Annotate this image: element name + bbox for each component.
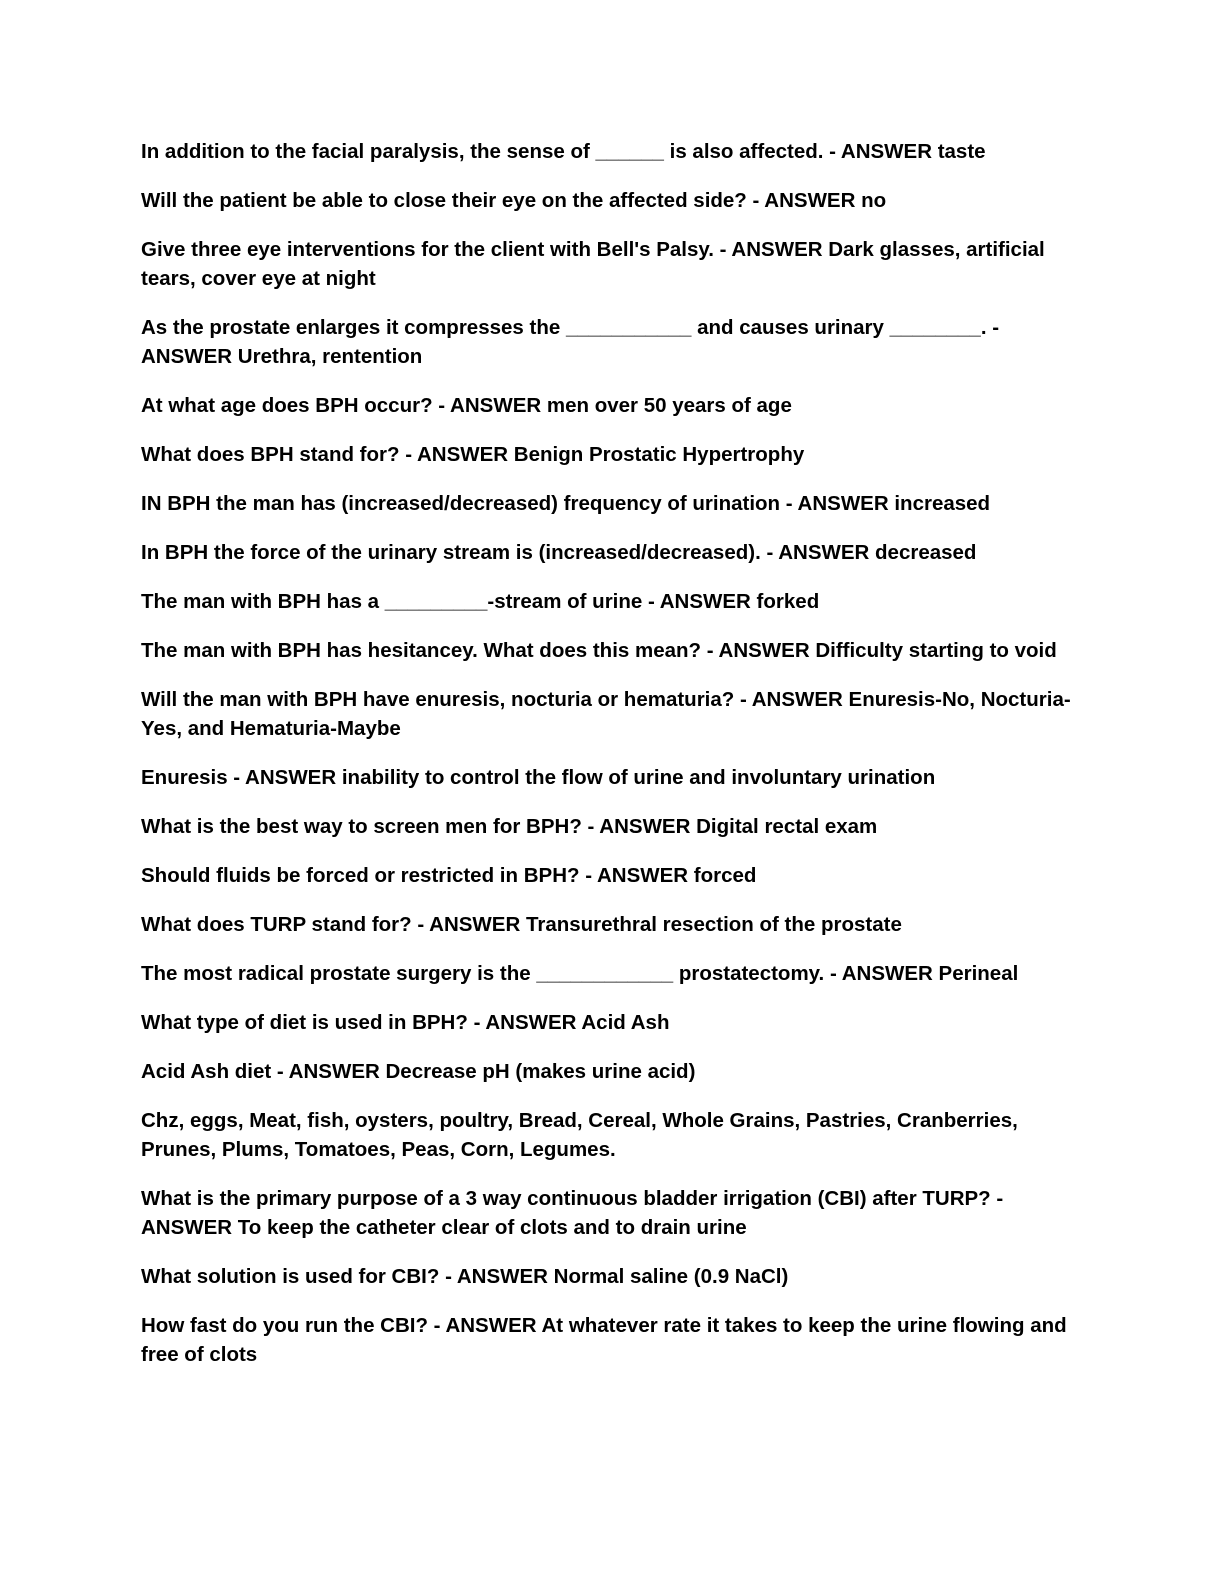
qa-item: As the prostate enlarges it compresses the ___________ and causes urinary ________. - ANSWER Urethra, rentention <box>141 316 1000 368</box>
qa-item: Enuresis - ANSWER inability to control the flow of urine and involuntary urination <box>141 766 936 789</box>
qa-item: What type of diet is used in BPH? - ANSWER Acid Ash <box>141 1011 670 1034</box>
qa-item: What is the primary purpose of a 3 way continuous bladder irrigation (CBI) after TURP? - ANSWER To keep the catheter clear of clots and to drain urine <box>141 1187 1004 1239</box>
qa-item: Give three eye interventions for the client with Bell's Palsy. - ANSWER Dark glasses, artificial tears, cover eye at night <box>141 238 1045 290</box>
qa-item: IN BPH the man has (increased/decreased) frequency of urination - ANSWER increased <box>141 492 991 515</box>
qa-item: The man with BPH has a _________-stream of urine - ANSWER forked <box>141 590 820 613</box>
qa-item: Will the patient be able to close their eye on the affected side? - ANSWER no <box>141 189 887 212</box>
qa-item: Chz, eggs, Meat, fish, oysters, poultry, Bread, Cereal, Whole Grains, Pastries, Cranberries, Prunes, Plums, Tomatoes, Peas, Corn, Legumes. <box>141 1109 1018 1161</box>
qa-item: Acid Ash diet - ANSWER Decrease pH (makes urine acid) <box>141 1060 696 1083</box>
qa-item: Should fluids be forced or restricted in BPH? - ANSWER forced <box>141 864 757 887</box>
qa-item: The most radical prostate surgery is the ____________ prostatectomy. - ANSWER Perineal <box>141 962 1019 985</box>
qa-list <box>141 137 1076 1389</box>
qa-item: What does BPH stand for? - ANSWER Benign Prostatic Hypertrophy <box>141 443 805 466</box>
qa-item: In addition to the facial paralysis, the sense of ______ is also affected. - ANSWER taste <box>141 140 986 163</box>
qa-item: What does TURP stand for? - ANSWER Transurethral resection of the prostate <box>141 913 902 936</box>
qa-item: What is the best way to screen men for BPH? - ANSWER Digital rectal exam <box>141 815 878 838</box>
qa-item: In BPH the force of the urinary stream is (increased/decreased). - ANSWER decreased <box>141 541 977 564</box>
qa-item: The man with BPH has hesitancey. What does this mean? - ANSWER Difficulty starting to void <box>141 639 1057 662</box>
qa-item: What solution is used for CBI? - ANSWER Normal saline (0.9 NaCl) <box>141 1265 789 1288</box>
qa-item: How fast do you run the CBI? - ANSWER At whatever rate it takes to keep the urine flowing and free of clots <box>141 1314 1067 1366</box>
qa-item: Will the man with BPH have enuresis, nocturia or hematuria? - ANSWER Enuresis-No, Nocturia-Yes, and Hematuria-Maybe <box>141 688 1071 740</box>
qa-item: At what age does BPH occur? - ANSWER men over 50 years of age <box>141 394 792 417</box>
